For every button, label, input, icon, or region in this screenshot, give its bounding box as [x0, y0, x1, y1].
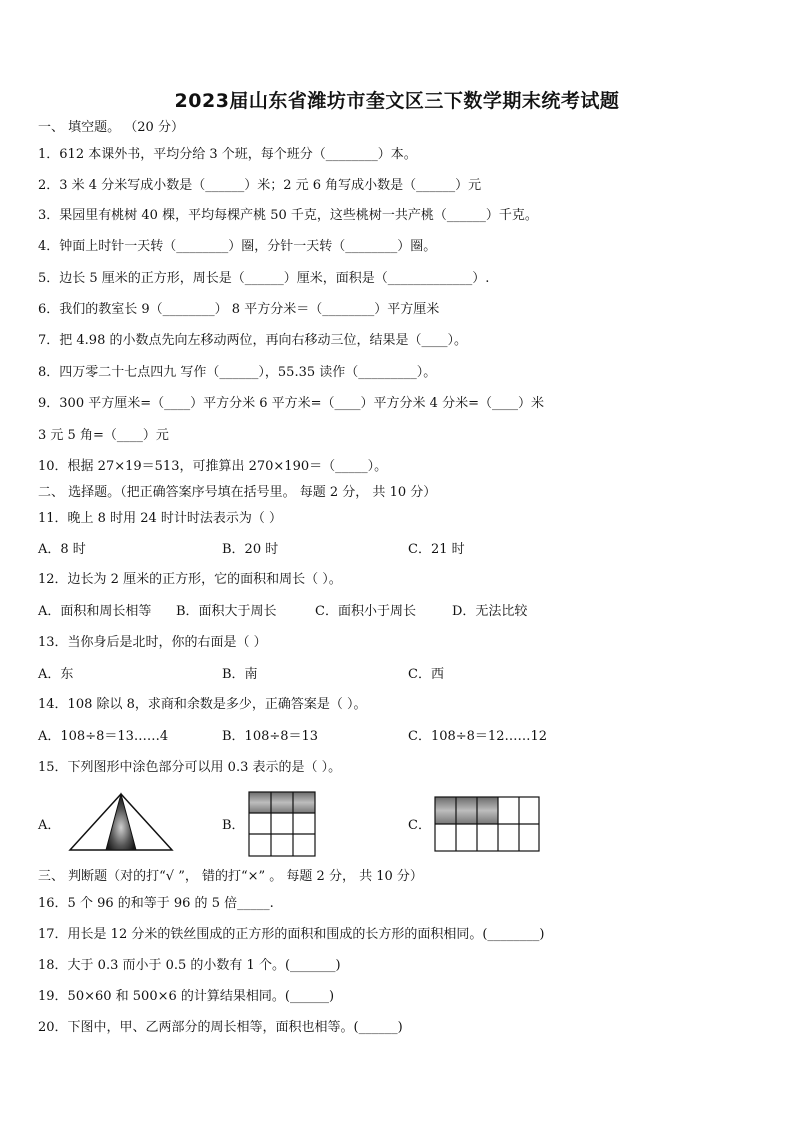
- q11-option-b: B．20 时: [222, 542, 279, 557]
- q15-label-c: C．: [408, 818, 431, 833]
- q11-option-c: C．21 时: [408, 542, 465, 557]
- q15-label-a: A．: [38, 818, 61, 833]
- question-13: 13．当你身后是北时，你的右面是（ ）: [38, 635, 267, 650]
- section-heading-fill: 一、 填空题。 （20 分）: [38, 120, 184, 135]
- section-heading-judge: 三、 判断题（对的打“√ ”， 错的打“×” 。 每题 2 分， 共 10 分）: [38, 869, 423, 884]
- q15-label-b: B．: [222, 818, 245, 833]
- question-12: 12．边长为 2 厘米的正方形，它的面积和周长（ ）。: [38, 572, 342, 587]
- question-14: 14．108 除以 8，求商和余数是多少，正确答案是（ ）。: [38, 697, 367, 712]
- q12-option-c: C．面积小于周长: [315, 604, 416, 619]
- question-17: 17．用长是 12 分米的铁丝围成的正方形的面积和围成的长方形的面积相同。(________): [38, 927, 545, 942]
- q14-option-b: B．108÷8＝13: [222, 729, 319, 744]
- question-19: 19．50×60 和 500×6 的计算结果相同。(______): [38, 989, 335, 1004]
- question-10: 10．根据 27×19＝513，可推算出 270×190＝（_____）。: [38, 459, 388, 474]
- q13-option-a: A．东: [38, 667, 74, 682]
- question-11: 11．晚上 8 时用 24 时计时法表示为（ ）: [38, 511, 283, 526]
- question-1: 1．612 本课外书，平均分给 3 个班，每个班分（________）本。: [38, 147, 417, 162]
- question-20: 20．下图中，甲、乙两部分的周长相等，面积也相等。(______): [38, 1020, 403, 1035]
- question-15: 15．下列图形中涂色部分可以用 0.3 表示的是（ ）。: [38, 760, 342, 775]
- question-4: 4．钟面上时针一天转（________）圈，分针一天转（________）圈。: [38, 239, 437, 254]
- question-9-cont: 3 元 5 角=（____）元: [38, 428, 169, 443]
- question-8: 8．四万零二十七点四九 写作（______），55.35 读作（_________）。: [38, 365, 437, 380]
- q12-option-b: B．面积大于周长: [176, 604, 277, 619]
- question-2: 2．3 米 4 分米写成小数是（______）米；2 元 6 角写成小数是（______）元: [38, 178, 482, 193]
- q11-option-a: A．8 时: [38, 542, 86, 557]
- page-title: 2023届山东省潍坊市奎文区三下数学期末统考试题: [174, 90, 620, 112]
- question-16: 16．5 个 96 的和等于 96 的 5 倍_____.: [38, 896, 274, 911]
- triangle-figure: [66, 792, 176, 854]
- section-heading-choice: 二、 选择题。（把正确答案序号填在括号里。 每题 2 分， 共 10 分）: [38, 485, 437, 500]
- q14-option-a: A．108÷8＝13……4: [38, 729, 169, 744]
- question-6: 6．我们的教室长 9（________） 8 平方分米＝（________）平方厘米: [38, 302, 440, 317]
- question-18: 18．大于 0.3 而小于 0.5 的小数有 1 个。(_______): [38, 958, 341, 973]
- question-5: 5．边长 5 厘米的正方形，周长是（______）厘米，面积是（_____________）.: [38, 271, 490, 286]
- q13-option-b: B．南: [222, 667, 258, 682]
- grid-2x5-figure: [434, 796, 540, 852]
- question-7: 7．把 4.98 的小数点先向左移动两位，再向右移动三位，结果是（____）。: [38, 333, 467, 348]
- question-3: 3．果园里有桃树 40 棵，平均每棵产桃 50 千克，这些桃树一共产桃（______）千克。: [38, 208, 538, 223]
- grid-3x3-figure: [248, 791, 316, 857]
- q13-option-c: C．西: [408, 667, 444, 682]
- q12-option-d: D．无法比较: [452, 604, 528, 619]
- q12-option-a: A．面积和周长相等: [38, 604, 152, 619]
- q14-option-c: C．108÷8＝12……12: [408, 729, 548, 744]
- question-9: 9．300 平方厘米=（____）平方分米 6 平方米=（____）平方分米 4 分米=（____）米: [38, 396, 544, 411]
